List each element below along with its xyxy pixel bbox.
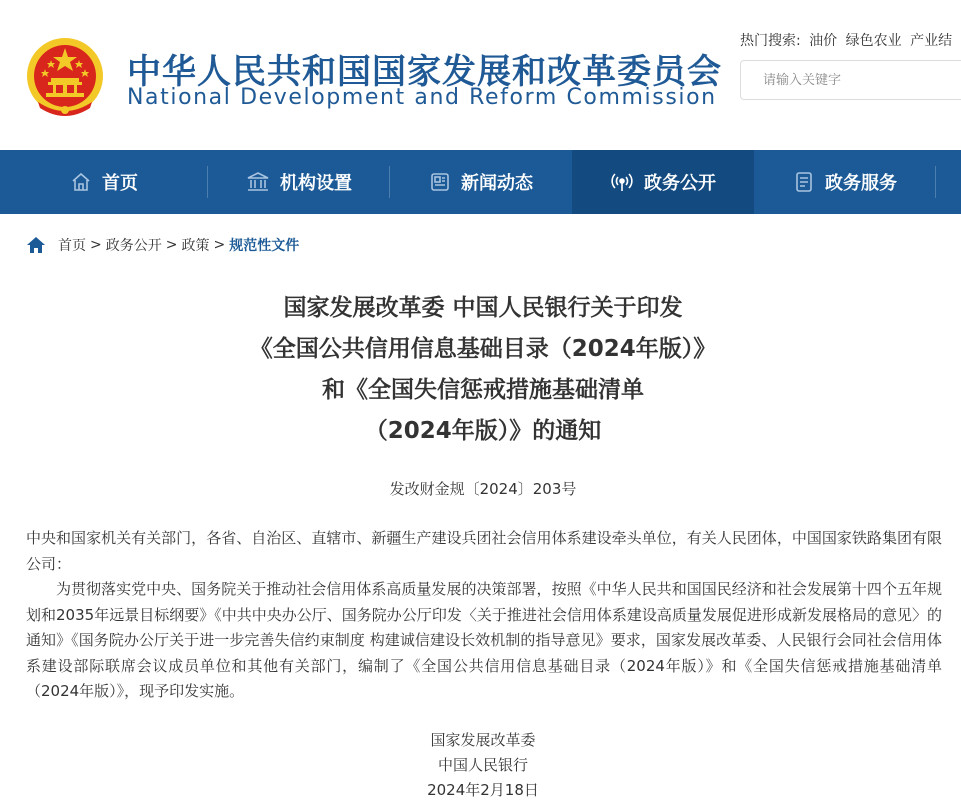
document-number: 发改财金规〔2024〕203号 [389, 480, 577, 498]
nav-item-label: 首页 [102, 173, 138, 194]
nav-item-government-affairs[interactable] [572, 150, 754, 214]
article-signatures [0, 728, 961, 803]
breadcrumb-link[interactable]: 政务公开 [105, 238, 162, 254]
article-paragraph: 为贯彻落实党中央、国务院关于推动社会信用体系高质量发展的决策部署，按照《中华人民共和国国民经济和社会发展第十四个五年规划和2035年远景目标纲要》《中共中央办公厅、国务院办公厅印发〈关于推进社会信用体系建设高质量发展促进形成新发展格局的意见〉的通知》《国务院办公厅关于进一步完善失信约束制度 构建诚信建设长效机制的指导意见》要求，国家发展改革委、人民银行会同社会信用体系建设部际联席会议成员单位和其他有关部门，编制了《全国公共信用信息基础目录（2024年版）》和《全国失信惩戒措施基础清单（2024年版）》，现予印发实施。 [26, 580, 942, 700]
breadcrumb-separator: > [90, 237, 102, 253]
home-icon[interactable] [26, 236, 46, 254]
nav-item-services[interactable] [754, 150, 936, 214]
nav-item-label: 机构设置 [280, 173, 352, 194]
article-title-line: （2024年版）》的通知 [364, 418, 602, 444]
site-header [0, 0, 961, 150]
nav-item-home[interactable] [0, 150, 208, 214]
nav-item-news[interactable] [390, 150, 572, 214]
main-nav [0, 150, 961, 214]
article-title-line: 《全国公共信用信息基础目录（2024年版）》 [249, 336, 717, 362]
breadcrumb-link[interactable]: 政策 [181, 238, 210, 254]
search-box [740, 60, 961, 100]
breadcrumb-link[interactable]: 首页 [58, 238, 86, 254]
article-title-line: 国家发展改革委 中国人民银行关于印发 [283, 295, 683, 321]
article-recipients: 中央和国家机关有关部门，各省、自治区、直辖市、新疆生产建设兵团社会信用体系建设牵头单位，有关人民团体，中国国家铁路集团有限公司： [26, 529, 942, 573]
site-title-en: National Development and Reform Commission [127, 85, 717, 110]
nav-divider [935, 166, 936, 198]
hot-search [740, 30, 956, 50]
signature-issuer: 国家发展改革委 [430, 731, 536, 749]
hot-keyword-link[interactable]: 油价 [809, 33, 838, 49]
search-input[interactable] [741, 61, 961, 99]
nav-item-label: 政务公开 [644, 173, 716, 194]
hot-search-label: 热门搜索: [740, 33, 801, 49]
breadcrumb-separator: > [213, 237, 226, 253]
home-icon [70, 171, 92, 193]
institution-icon [246, 171, 270, 193]
national-emblem-icon[interactable] [24, 36, 106, 120]
nav-item-institutions[interactable] [208, 150, 390, 214]
article-title-line: 和《全国失信惩戒措施基础清单 [322, 377, 644, 403]
breadcrumb [26, 234, 299, 256]
article-title [0, 288, 961, 452]
breadcrumb-current[interactable]: 规范性文件 [229, 238, 300, 254]
breadcrumb-separator: > [165, 237, 178, 253]
article-body [26, 526, 942, 705]
broadcast-icon [610, 171, 634, 193]
site-title-cn: 中华人民共和国国家发展和改革委员会 [127, 52, 722, 92]
nav-item-label: 新闻动态 [461, 173, 533, 194]
news-icon [429, 171, 451, 193]
hot-keyword-link[interactable]: 产业结 [910, 33, 953, 49]
document-icon [793, 171, 815, 193]
hot-keyword-link[interactable]: 绿色农业 [845, 33, 902, 49]
signature-date: 2024年2月18日 [427, 781, 539, 799]
signature-issuer: 中国人民银行 [437, 756, 528, 774]
nav-item-label: 政务服务 [825, 173, 897, 194]
